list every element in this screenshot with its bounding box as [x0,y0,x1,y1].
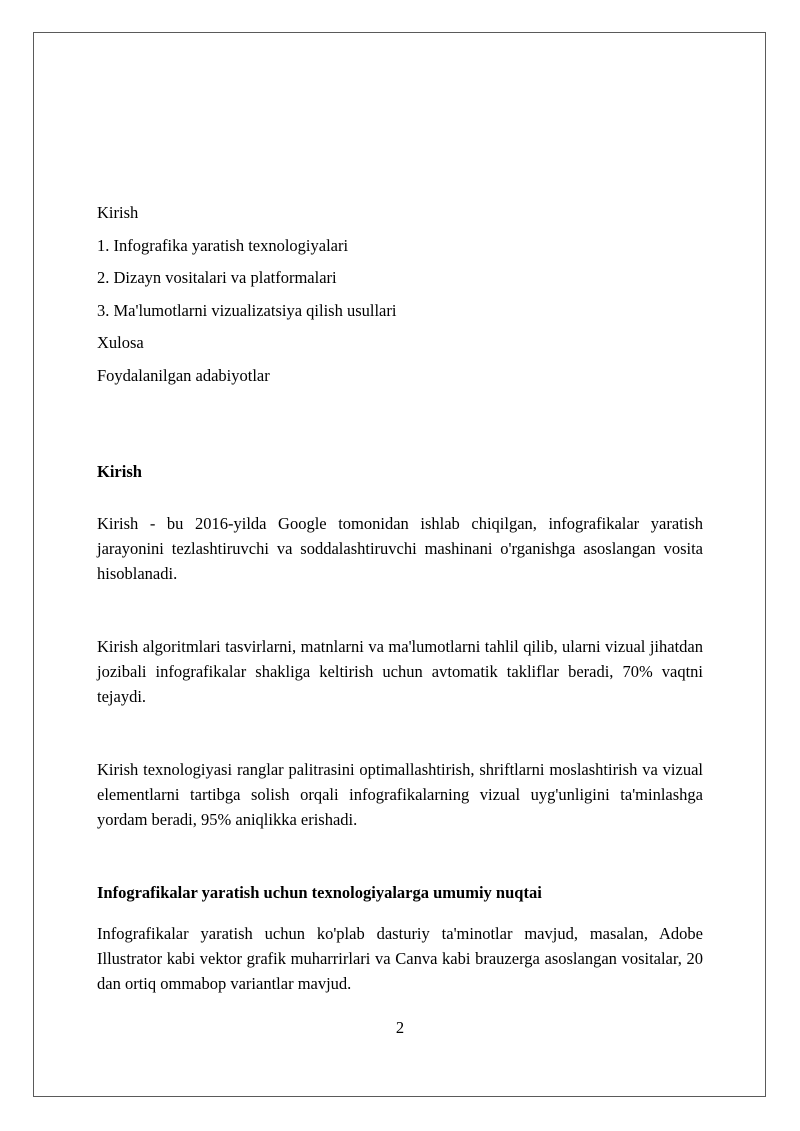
paragraph: Kirish algoritmlari tasvirlarni, matnlarni va ma'lumotlarni tahlil qilib, ularni vizual jihatdan jozibali infografikalar shakliga keltirish uchun avtomatik takliflar beradi, 70% vaqtni tejaydi. [97,637,703,706]
toc-item: 3. Ma'lumotlarni vizualizatsiya qilish usullari [97,300,397,320]
toc-item: Kirish [97,203,139,222]
toc-item: Foydalanilgan adabiyotlar [97,365,270,385]
paragraph: Infografikalar yaratish uchun ko'plab dasturiy ta'minotlar mavjud, masalan, Adobe Illustrator kabi vektor grafik muharrirlari va Canva kabi brauzerga asoslangan vositalar, 20 dan ortiq ommabop variantlar mavjud. [97,924,703,993]
toc-item: 1. Infografika yaratish texnologiyalari [97,235,349,255]
toc-item: 2. Dizayn vositalari va platformalari [97,268,337,288]
page-number: 2 [395,1018,405,1037]
section-heading-kirish: Kirish [97,462,142,481]
table-of-contents [97,200,703,396]
section-heading-overview: Infografikalar yaratish uchun texnologiyalarga umumiy nuqtai [97,883,542,902]
toc-item: Xulosa [97,333,144,353]
paragraph: Kirish - bu 2016-yilda Google tomonidan ishlab chiqilgan, infografikalar yaratish jarayonini tezlashtiruvchi va soddalashtiruvchi mashinani o'rganishga asoslangan vosita hisoblanadi. [97,514,703,583]
paragraph: Kirish texnologiyasi ranglar palitrasini optimallashtirish, shriftlarni moslashtirish va vizual elementlarni tartibga solish orqali infografikalarning vizual uyg'unligini ta'minlashga yordam beradi, 95% aniqlikka erishadi. [97,760,703,829]
